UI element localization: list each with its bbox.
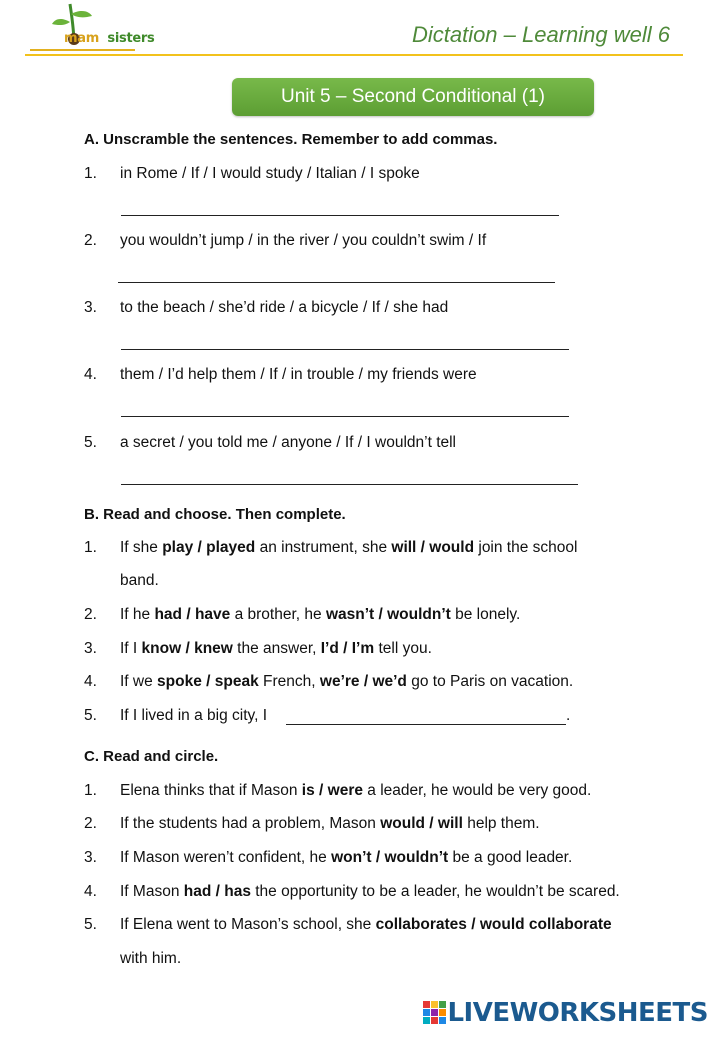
choice-option[interactable]: play / played [162,539,256,556]
choice-option[interactable]: won’t / wouldn’t [331,849,449,866]
document-title: Dictation – Learning well 6 [411,22,670,47]
logo-text: mam sisters [64,31,155,46]
item-text: Elena thinks that if Mason is / were a leader, he would be very good. [120,782,592,799]
answer-line[interactable] [121,484,578,485]
choice-option[interactable]: had / has [183,883,251,900]
answer-line[interactable] [286,724,566,725]
choice-option[interactable]: we’re / we’d [319,673,407,690]
answer-line[interactable] [121,215,559,216]
choice-option[interactable]: spoke / speak [157,673,259,690]
choice-option[interactable]: wasn’t / wouldn’t [325,606,451,623]
choice-option[interactable]: will / would [391,539,475,556]
item-number: 5. [84,707,97,724]
choice-option[interactable]: would / will [380,815,463,832]
item-number: 1. [84,539,97,556]
item-number: 1. [84,165,97,182]
item-number: 2. [84,606,97,623]
item-text: If she play / played an instrument, she will / would join the school [120,539,578,556]
liveworksheets-logo[interactable] [423,998,708,1028]
item-number: 4. [84,883,97,900]
item-text: If the students had a problem, Mason would / will help them. [120,815,540,832]
item-number: 4. [84,673,97,690]
item-number: 5. [84,434,97,451]
item-text: If he had / have a brother, he wasn’t / wouldn’t be lonely. [120,606,521,623]
item-number: 2. [84,815,97,832]
answer-line[interactable] [121,416,569,417]
sentence-end: . [566,707,571,724]
item-number: 3. [84,299,97,316]
section-b-title: B. Read and choose. Then complete. [84,506,346,523]
item-number: 2. [84,232,97,249]
mamsisters-logo [30,0,155,52]
page-header [0,0,720,60]
item-text: them / I’d help them / If / in trouble / my friends were [120,366,477,383]
answer-line[interactable] [121,349,569,350]
header-divider [25,54,683,56]
item-number: 1. [84,782,97,799]
choice-option[interactable]: had / have [154,606,231,623]
choice-option[interactable]: is / were [301,782,363,799]
item-text: If we spoke / speak French, we’re / we’d go to Paris on vacation. [120,673,574,690]
section-c-title: C. Read and circle. [84,748,219,765]
item-text: to the beach / she’d ride / a bicycle / If / she had [120,299,449,316]
item-text: If Mason had / has the opportunity to be a leader, he wouldn’t be scared. [120,883,620,900]
unit-title-banner: Unit 5 – Second Conditional (1) [232,78,594,116]
choice-option[interactable]: know / knew [141,640,233,657]
item-text: If I lived in a big city, I [120,707,268,724]
item-number: 3. [84,849,97,866]
item-number: 5. [84,916,97,933]
item-text: a secret / you told me / anyone / If / I wouldn’t tell [120,434,457,451]
item-number: 4. [84,366,97,383]
section-a-title: A. Unscramble the sentences. Remember to add commas. [84,131,498,148]
choice-option[interactable]: collaborates / would collaborate [375,916,612,933]
item-text: you wouldn’t jump / in the river / you couldn’t swim / If [120,232,487,249]
item-text: If Elena went to Mason’s school, she collaborates / would collaborate [120,916,612,933]
item-number: 3. [84,640,97,657]
item-text: If Mason weren’t confident, he won’t / wouldn’t be a good leader. [120,849,573,866]
choice-option[interactable]: I’d / I’m [320,640,375,657]
liveworksheets-brand: LIVEWORKSHEETS [447,998,708,1028]
item-text: in Rome / If / I would study / Italian / I spoke [120,165,420,182]
answer-line[interactable] [118,282,555,283]
liveworksheets-icon [423,1001,447,1025]
item-text: If I know / knew the answer, I’d / I’m tell you. [120,640,432,657]
